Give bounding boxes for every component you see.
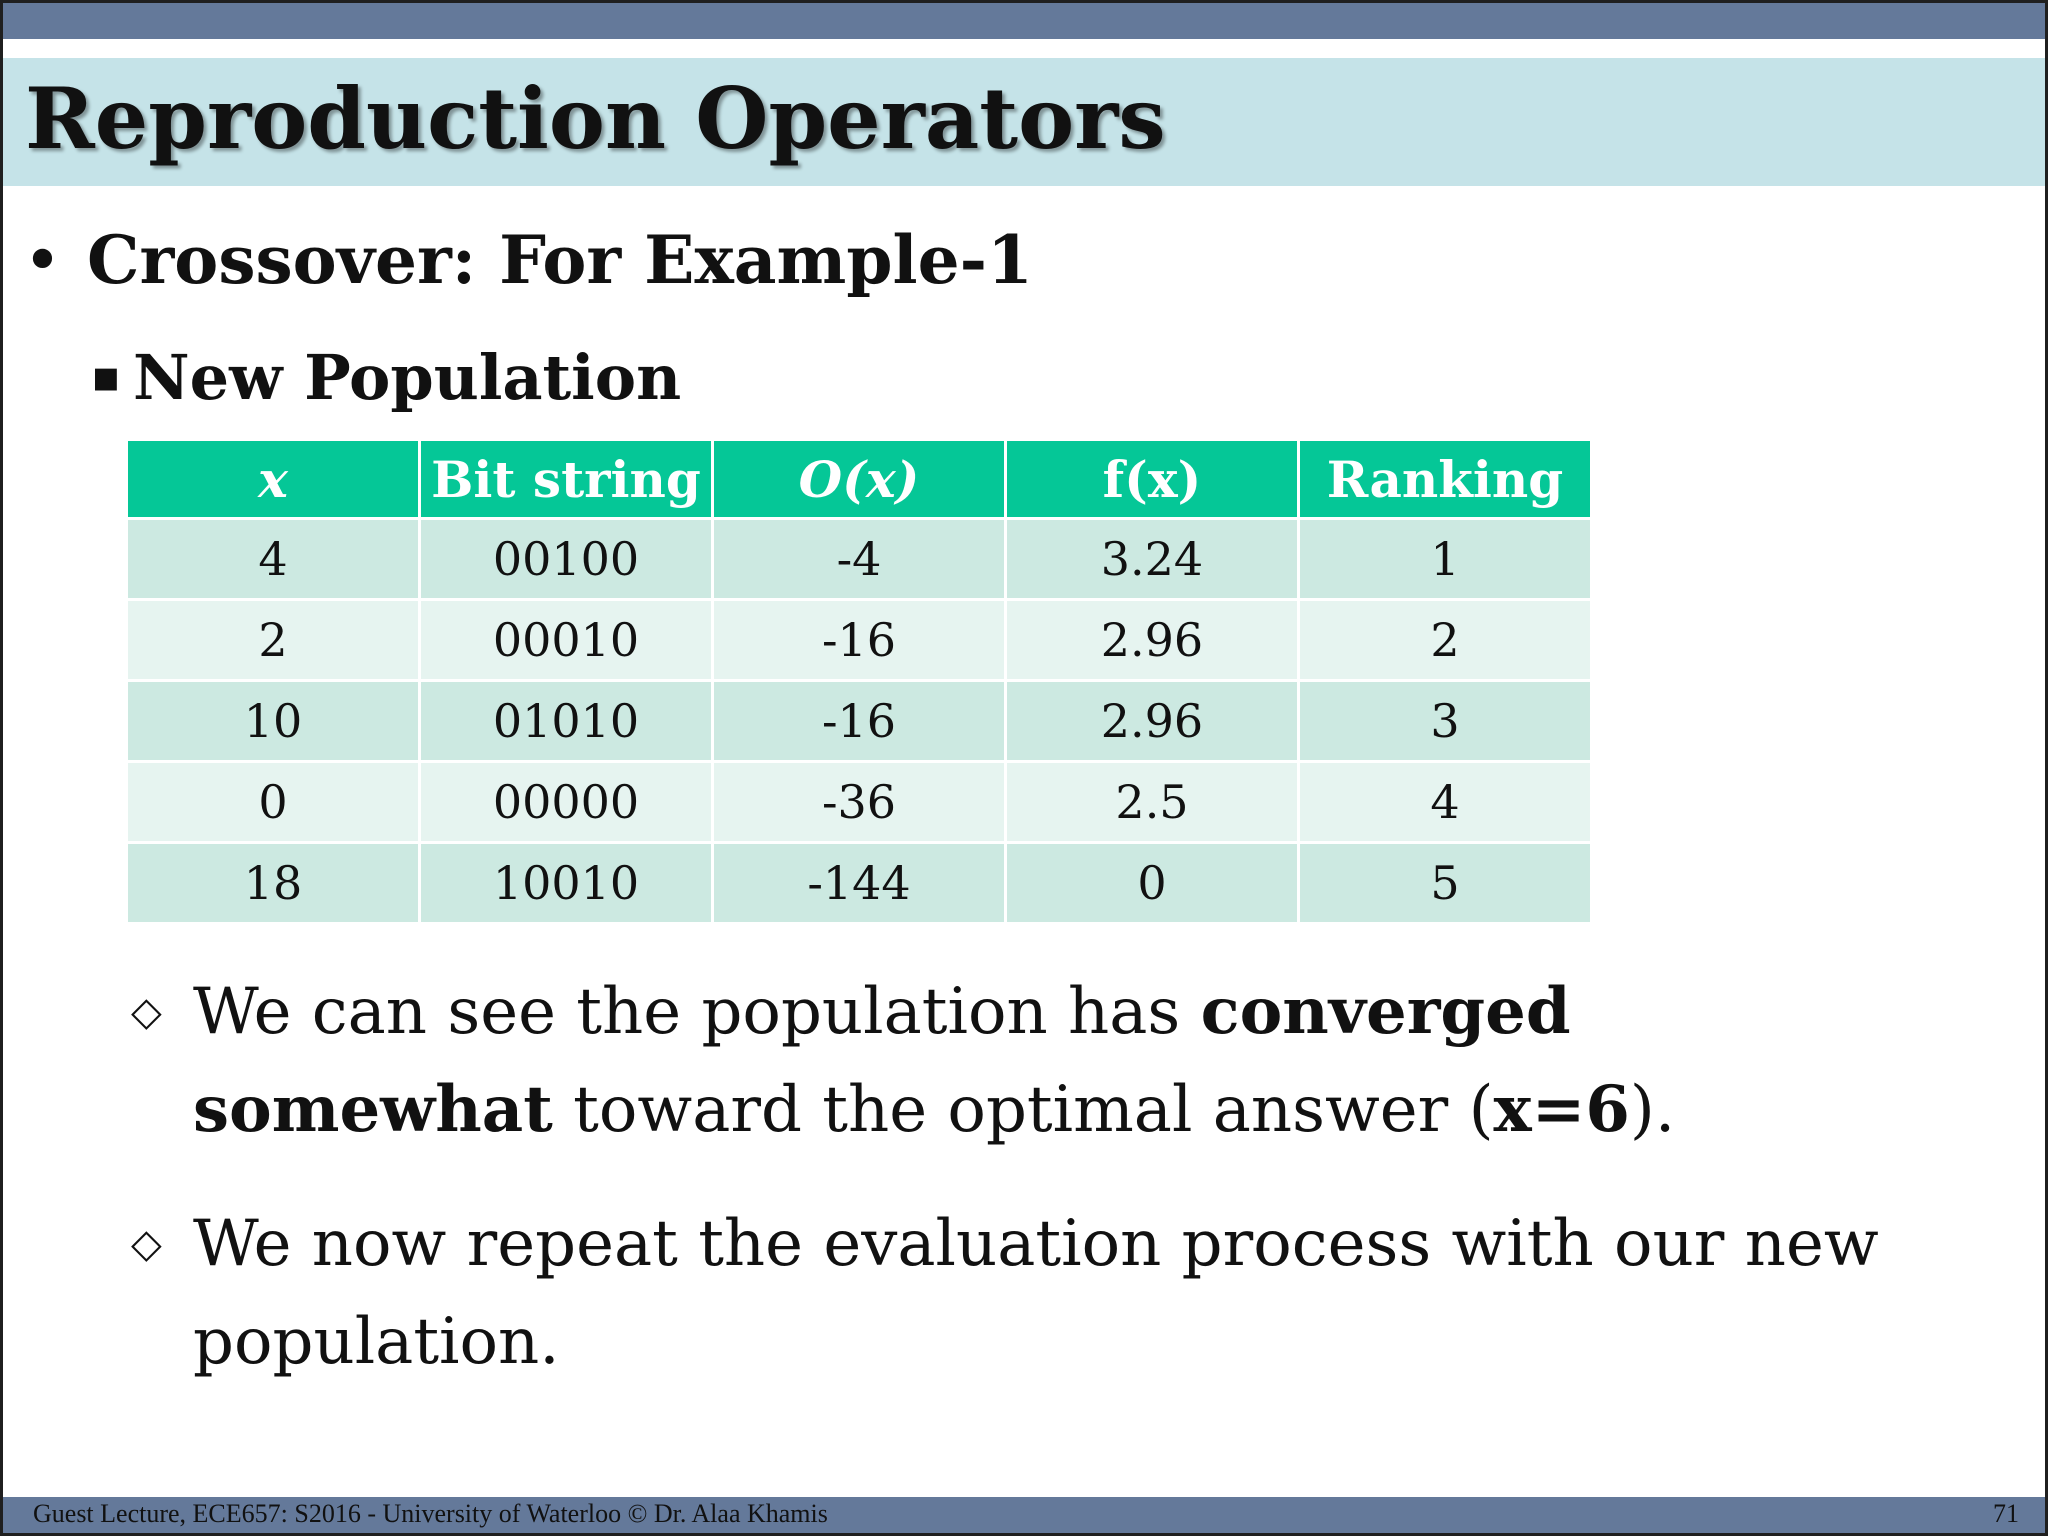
cell-bit-string: 00100 <box>421 520 711 598</box>
cell-ranking: 5 <box>1300 844 1590 922</box>
square-bullet-icon: ▪ <box>91 351 121 402</box>
cell-ranking: 1 <box>1300 520 1590 598</box>
table-row <box>128 520 1590 598</box>
note-emphasis: x=6 <box>1493 1072 1630 1147</box>
sub-bullet-new-population <box>91 341 681 415</box>
table-row <box>128 682 1590 760</box>
cell-f-x: 2.5 <box>1007 763 1297 841</box>
table-row <box>128 844 1590 922</box>
cell-x: 4 <box>128 520 418 598</box>
cell-x: 10 <box>128 682 418 760</box>
footer-bar <box>3 1497 2045 1533</box>
header-x: x <box>128 441 418 517</box>
cell-x: 2 <box>128 601 418 679</box>
diamond-bullet-icon: ◇ <box>131 989 162 1035</box>
cell-x: 0 <box>128 763 418 841</box>
cell-f-x: 0 <box>1007 844 1297 922</box>
cell-o-x: -16 <box>714 601 1004 679</box>
note-converged <box>131 963 1931 1159</box>
table-row <box>128 763 1590 841</box>
slide-title: Reproduction Operators <box>25 69 1166 168</box>
note-text-part: We can see the population has <box>193 975 1201 1049</box>
cell-bit-string: 00010 <box>421 601 711 679</box>
bullet-dot-icon: • <box>23 222 62 299</box>
note-text-part: toward the optimal answer ( <box>552 1073 1494 1147</box>
cell-ranking: 2 <box>1300 601 1590 679</box>
note-text-part: ). <box>1629 1073 1676 1147</box>
cell-f-x: 2.96 <box>1007 682 1297 760</box>
table-row <box>128 601 1590 679</box>
sub-bullet-text: New Population <box>133 341 682 414</box>
cell-x: 18 <box>128 844 418 922</box>
cell-f-x: 3.24 <box>1007 520 1297 598</box>
bullet-text: Crossover: For Example-1 <box>87 221 1033 299</box>
cell-o-x: -144 <box>714 844 1004 922</box>
header-bit-string: Bit string <box>421 441 711 517</box>
page-number: 71 <box>1993 1499 2019 1528</box>
note-text <box>193 963 1931 1159</box>
header-f-x: f(x) <box>1007 441 1297 517</box>
cell-f-x: 2.96 <box>1007 601 1297 679</box>
cell-bit-string: 00000 <box>421 763 711 841</box>
table-header-row <box>128 441 1590 517</box>
cell-o-x: -36 <box>714 763 1004 841</box>
population-table <box>125 438 1593 925</box>
header-o-x: O(x) <box>714 441 1004 517</box>
top-bar <box>3 3 2045 39</box>
header-ranking: Ranking <box>1300 441 1590 517</box>
note-emphasis: converged somewhat <box>193 974 1571 1147</box>
cell-ranking: 3 <box>1300 682 1590 760</box>
cell-ranking: 4 <box>1300 763 1590 841</box>
note-repeat <box>131 1195 1931 1391</box>
cell-bit-string: 10010 <box>421 844 711 922</box>
footer-text: Guest Lecture, ECE657: S2016 - University of Waterloo © Dr. Alaa Khamis <box>33 1499 828 1528</box>
diamond-bullet-icon: ◇ <box>131 1221 162 1267</box>
note-text: We now repeat the evaluation process with our new population. <box>193 1207 1879 1379</box>
cell-o-x: -16 <box>714 682 1004 760</box>
bullet-crossover <box>23 221 1033 300</box>
cell-o-x: -4 <box>714 520 1004 598</box>
cell-bit-string: 01010 <box>421 682 711 760</box>
